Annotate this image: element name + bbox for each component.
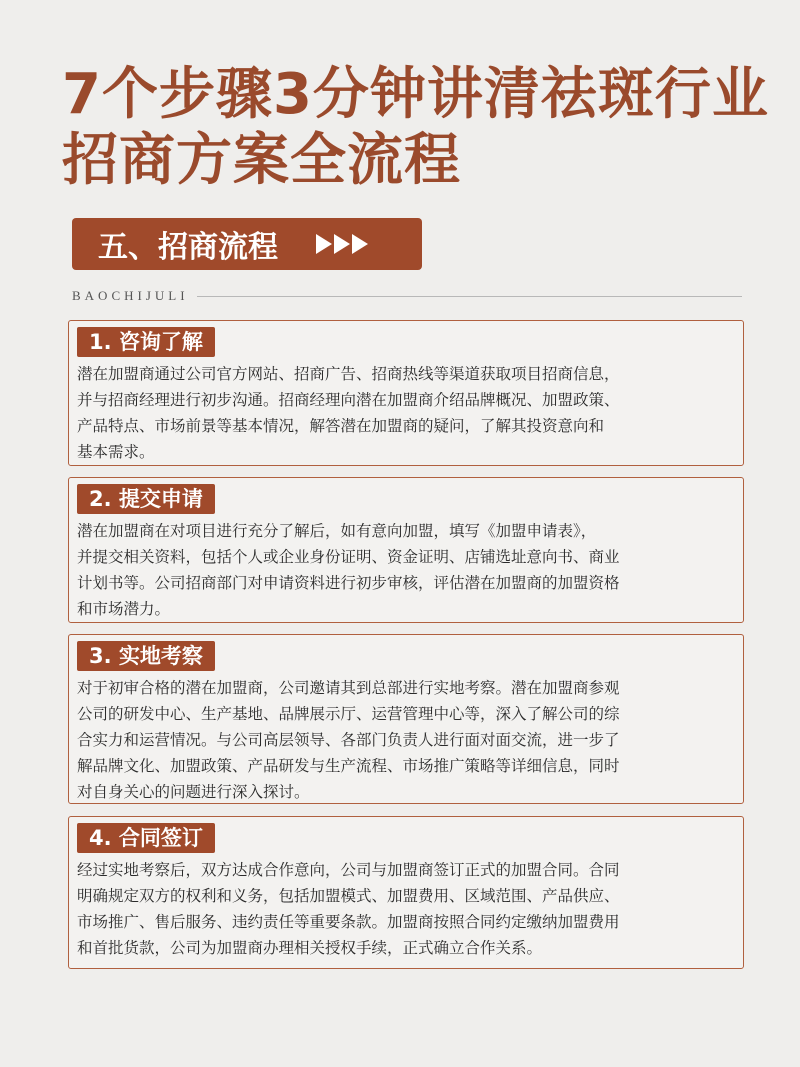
step-text-line: 解品牌文化、加盟政策、产品研发与生产流程、市场推广策略等详细信息，同时	[77, 757, 620, 775]
step-text-line: 明确规定双方的权利和义务，包括加盟模式、加盟费用、区域范围、产品供应、	[77, 887, 620, 905]
step-text-line: 并提交相关资料，包括个人或企业身份证明、资金证明、店铺选址意向书、商业	[77, 548, 620, 566]
play-arrow-icon	[316, 234, 332, 254]
section-label: 五、招商流程	[98, 230, 278, 265]
step-card-1	[68, 320, 744, 466]
step-text-line: 对自身关心的问题进行深入探讨。	[77, 783, 310, 801]
step-badge: 2. 提交申请	[77, 484, 215, 514]
step-text-line: 对于初审合格的潜在加盟商，公司邀请其到总部进行实地考察。潜在加盟商参观	[77, 679, 620, 697]
step-text-line: 基本需求。	[77, 443, 155, 461]
step-text-line: 合实力和运营情况。与公司高层领导、各部门负责人进行面对面交流，进一步了	[77, 731, 620, 749]
step-badge: 3. 实地考察	[77, 641, 215, 671]
step-badge: 1. 咨询了解	[77, 327, 215, 357]
step-text-line: 潜在加盟商在对项目进行充分了解后，如有意向加盟，填写《加盟申请表》，	[77, 522, 597, 540]
section-tag	[72, 218, 422, 270]
step-text-line: 和首批货款，公司为加盟商办理相关授权手续，正式确立合作关系。	[77, 939, 543, 957]
step-body	[77, 675, 735, 805]
step-card-4	[68, 816, 744, 969]
step-text-line: 计划书等。公司招商部门对申请资料进行初步审核，评估潜在加盟商的加盟资格	[77, 574, 620, 592]
title-line-1: 7个步骤3分钟讲清祛斑行业	[62, 62, 769, 127]
step-text-line: 市场推广、售后服务、违约责任等重要条款。加盟商按照合同约定缴纳加盟费用	[77, 913, 620, 931]
brand-row	[72, 288, 742, 304]
step-card-3	[68, 634, 744, 804]
step-card-2	[68, 477, 744, 623]
play-arrow-icon	[334, 234, 350, 254]
step-text-line: 产品特点、市场前景等基本情况，解答潜在加盟商的疑问，了解其投资意向和	[77, 417, 605, 435]
step-text-line: 经过实地考察后，双方达成合作意向，公司与加盟商签订正式的加盟合同。合同	[77, 861, 620, 879]
step-text-line: 公司的研发中心、生产基地、品牌展示厅、运营管理中心等，深入了解公司的综	[77, 705, 620, 723]
divider	[197, 296, 742, 297]
step-text-line: 潜在加盟商通过公司官方网站、招商广告、招商热线等渠道获取项目招商信息，	[77, 365, 620, 383]
step-body	[77, 518, 735, 622]
arrows-decoration	[316, 234, 368, 254]
step-body	[77, 361, 735, 465]
brand-name: BAOCHIJULI	[72, 288, 189, 303]
title-line-2: 招商方案全流程	[62, 128, 461, 193]
step-body	[77, 857, 735, 961]
page-title	[62, 62, 769, 194]
step-text-line: 和市场潜力。	[77, 600, 171, 618]
play-arrow-icon	[352, 234, 368, 254]
step-badge: 4. 合同签订	[77, 823, 215, 853]
step-text-line: 并与招商经理进行初步沟通。招商经理向潜在加盟商介绍品牌概况、加盟政策、	[77, 391, 620, 409]
